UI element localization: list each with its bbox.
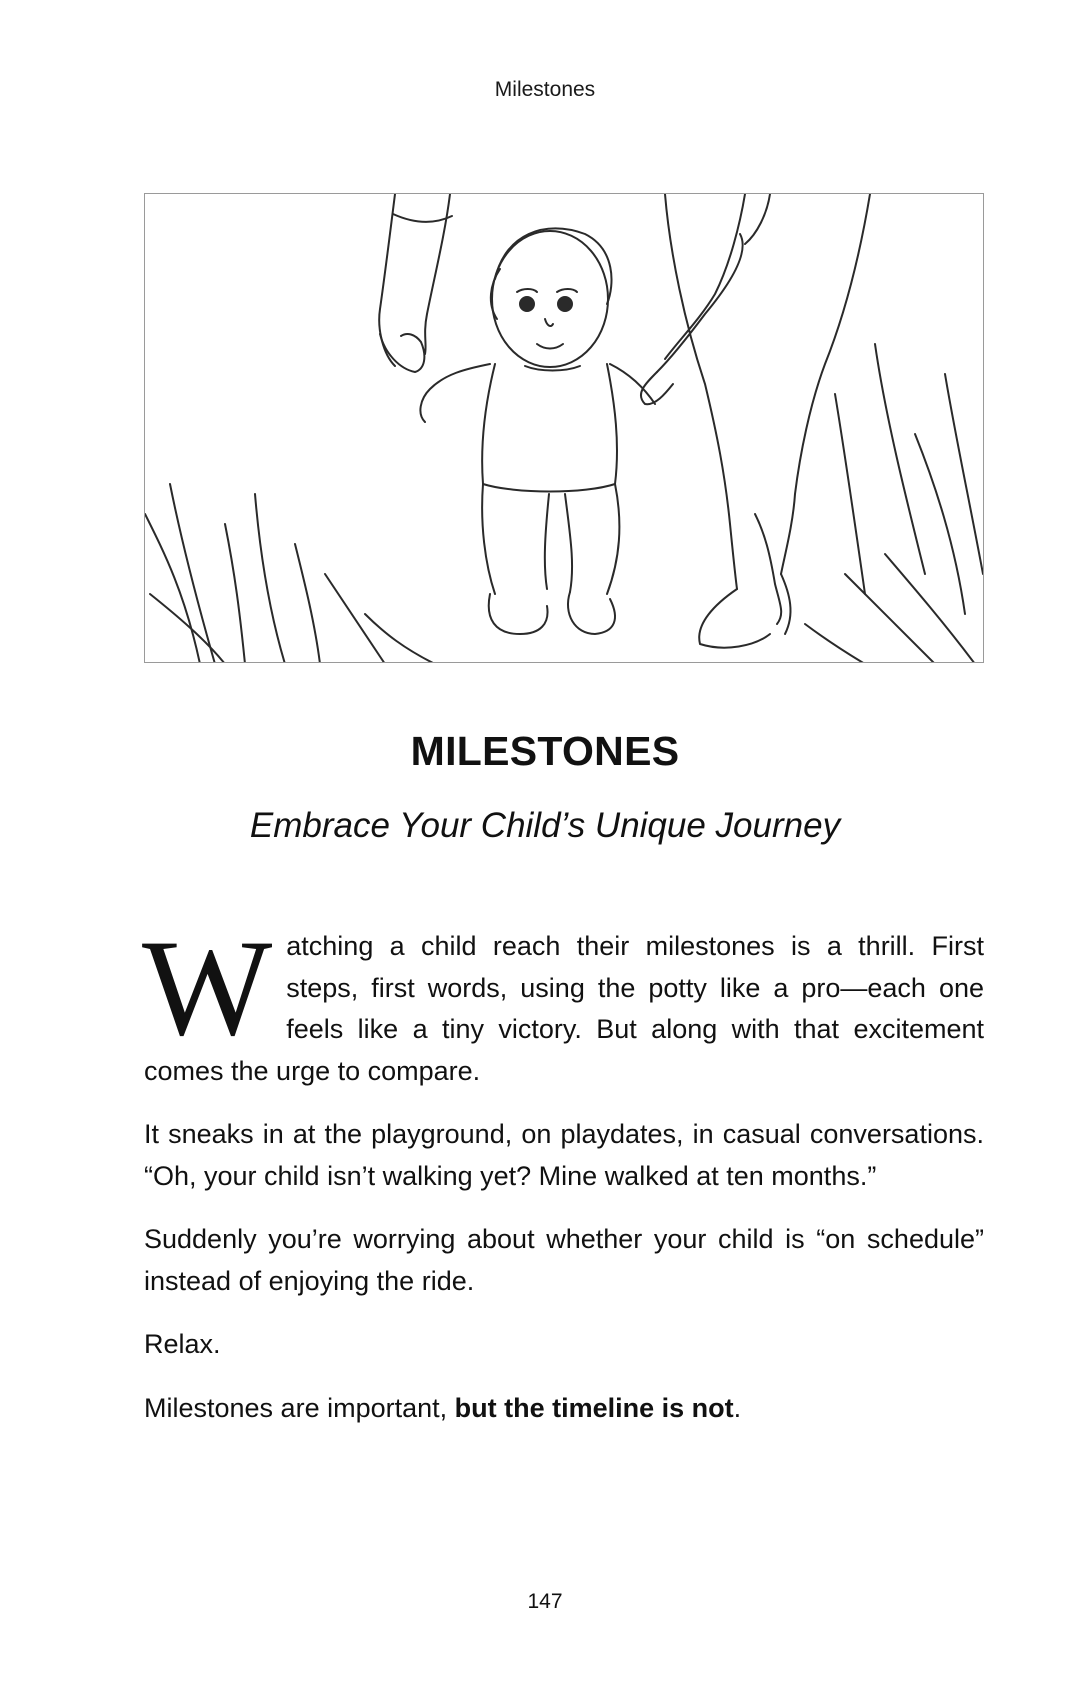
paragraph-4: Relax.	[144, 1329, 221, 1359]
page-number: 147	[527, 1590, 563, 1613]
paragraph-1	[142, 911, 984, 1092]
paragraph-5	[144, 1388, 984, 1430]
paragraph-3: Suddenly you’re worrying about whether your child is “on schedule” instead of enjoying the ride.	[144, 1224, 984, 1296]
paragraph-1-text: atching a child reach their milestones is a thrill. First steps, first words, using the potty like a pro—each one feels like a tiny victory. But along with that excitement comes the urge to compare.	[144, 931, 984, 1086]
paragraph-5-lead: Milestones are important,	[144, 1392, 455, 1423]
paragraph-5-bold: but the timeline is not	[454, 1392, 734, 1423]
parent-child-walking-drawing-icon	[145, 194, 984, 663]
paragraph-2: It sneaks in at the playground, on playdates, in casual conversations. “Oh, your child isn’t walking yet? Mine walked at ten months.”	[144, 1119, 984, 1191]
body-text	[142, 911, 984, 1451]
chapter-title: MILESTONES	[410, 728, 680, 774]
illustration	[144, 193, 984, 663]
chapter-subtitle: Embrace Your Child’s Unique Journey	[249, 806, 841, 845]
running-head: Milestones	[494, 78, 596, 101]
paragraph-5-end: .	[733, 1392, 742, 1423]
drop-cap: W	[142, 911, 273, 1064]
